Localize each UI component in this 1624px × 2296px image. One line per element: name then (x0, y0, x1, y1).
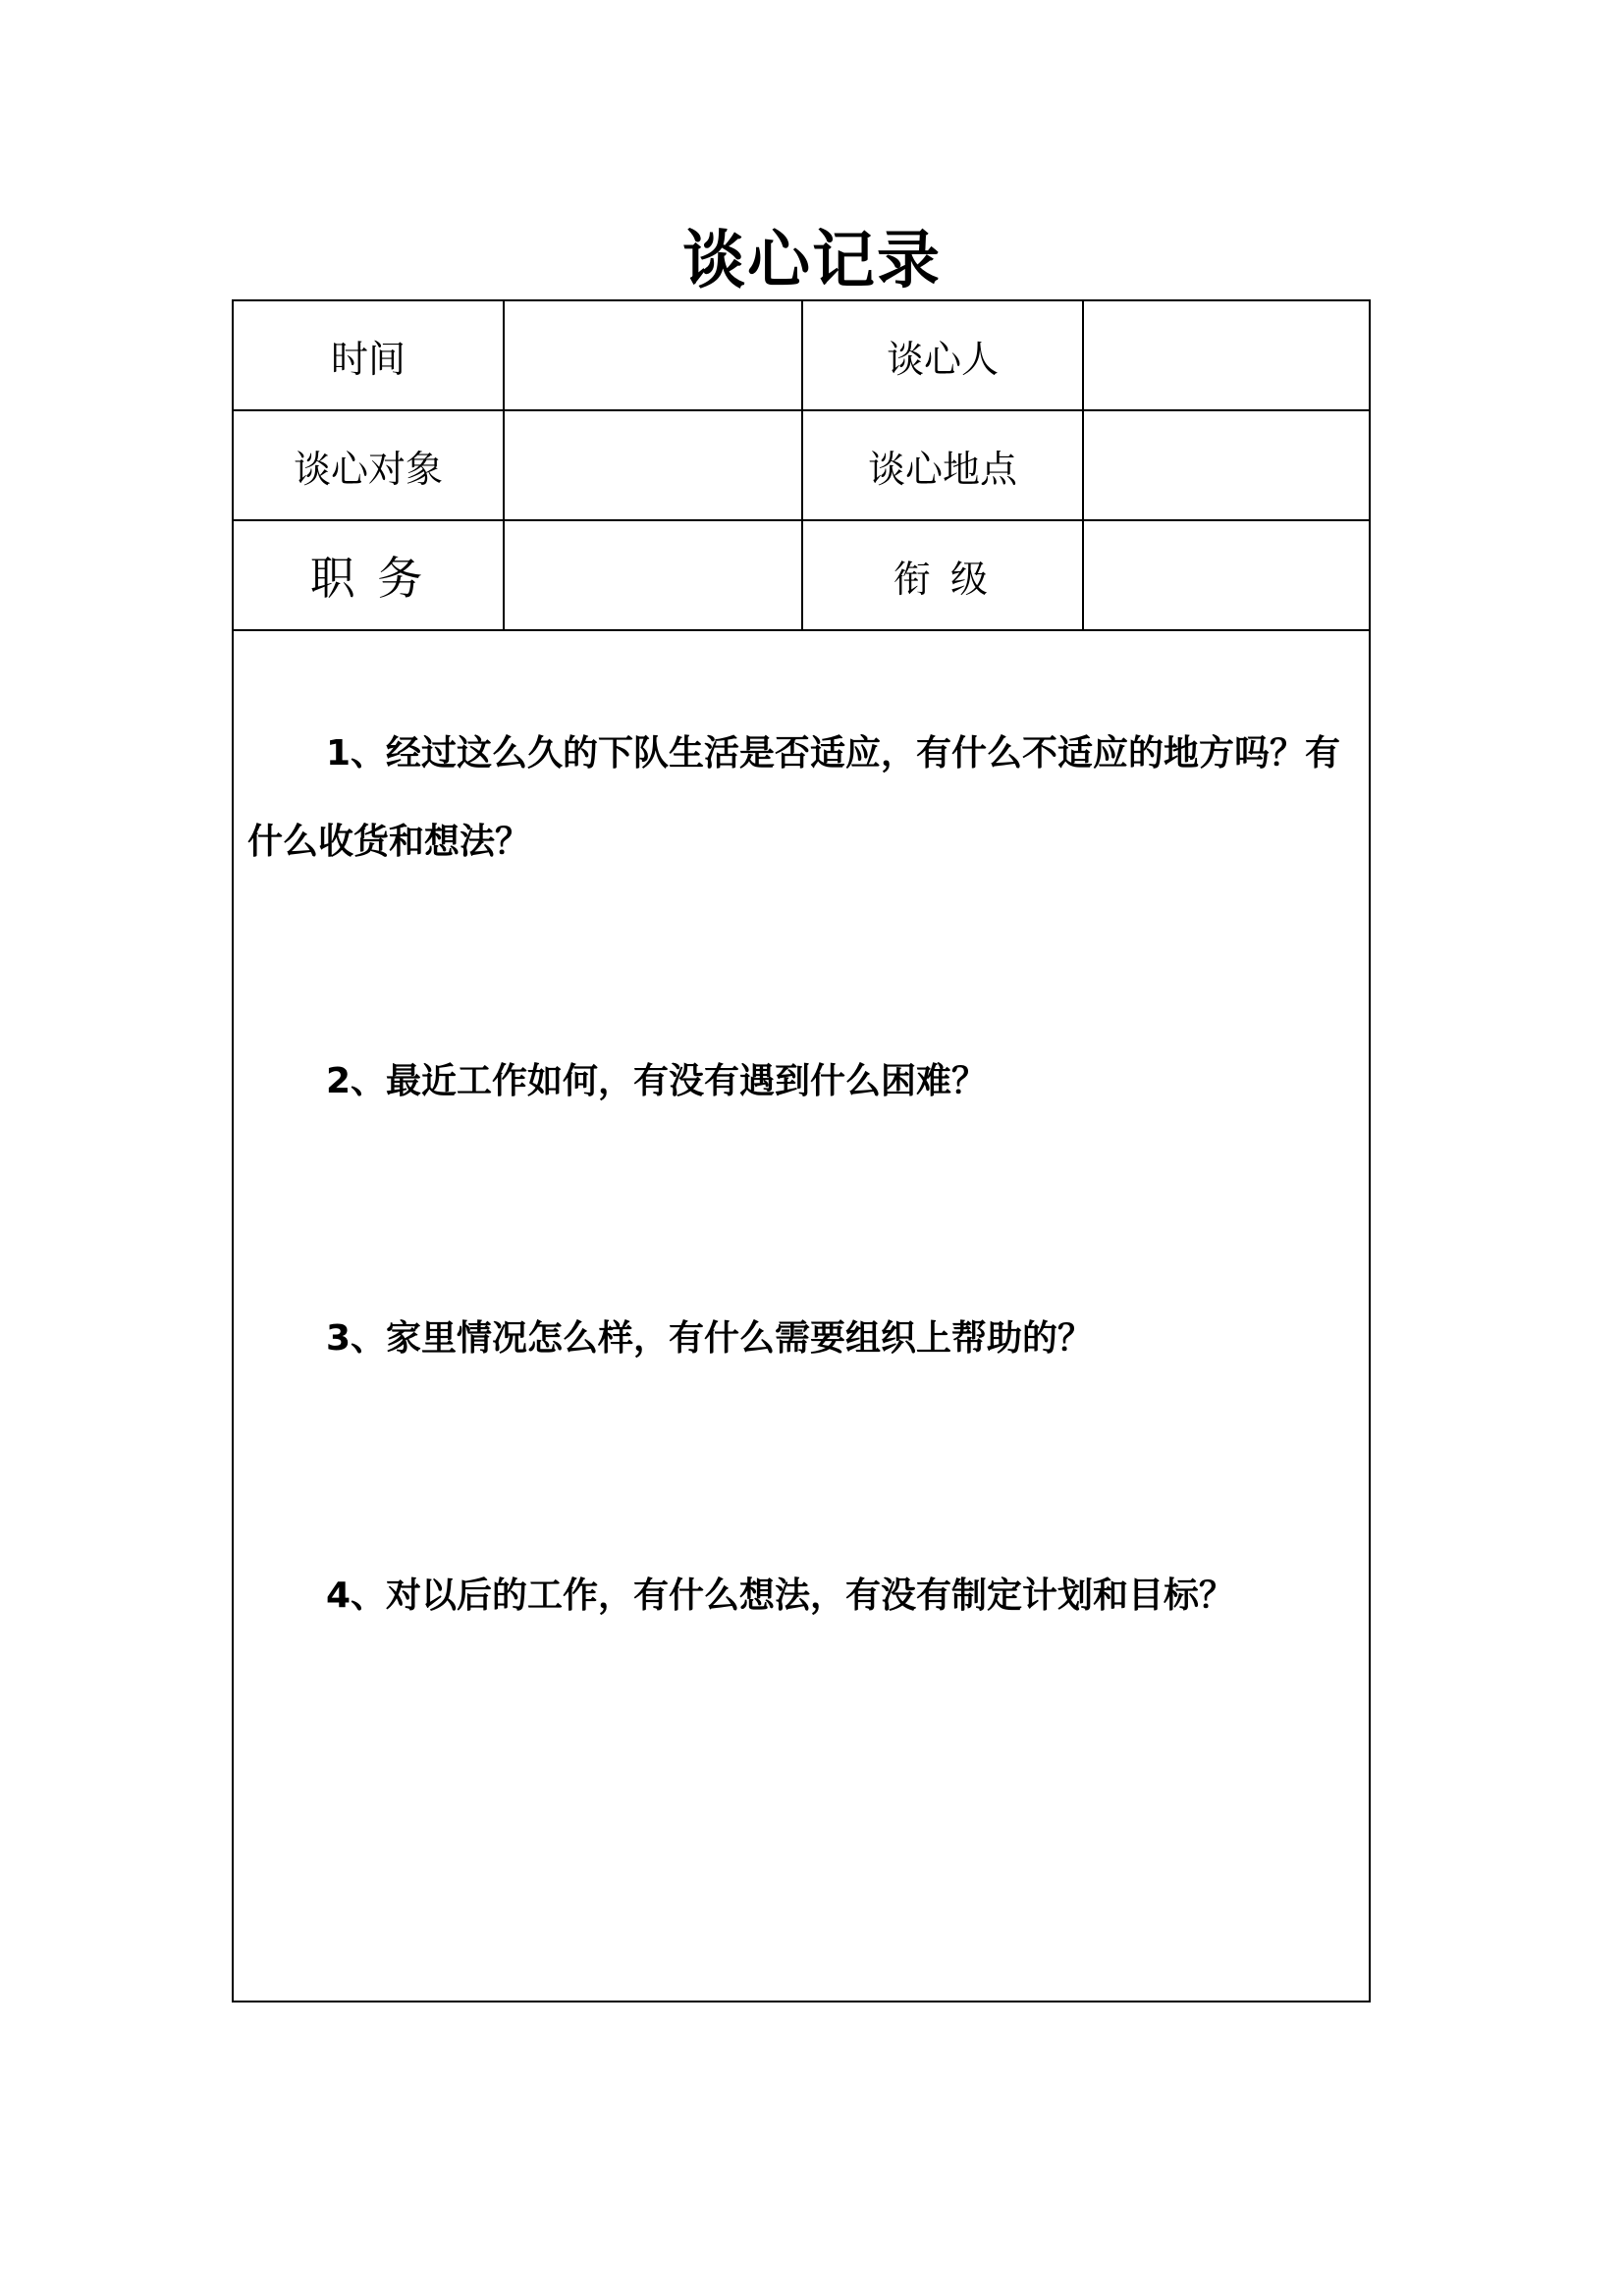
table-row (234, 301, 1369, 411)
talker-field[interactable] (1084, 301, 1369, 409)
table-row (234, 521, 1369, 631)
question-1: 1、经过这么久的下队生活是否适应，有什么不适应的地方吗？有什么收货和想法？ (247, 733, 1341, 862)
talker-label: 谈心人 (803, 301, 1084, 409)
page-title: 谈心记录 (682, 225, 942, 297)
question-3: 3、家里情况怎么样，有什么需要组织上帮助的？ (326, 1318, 1094, 1359)
rank-field[interactable] (1084, 521, 1369, 629)
question-4: 4、对以后的工作，有什么想法，有没有制定计划和目标？ (326, 1575, 1235, 1616)
talk-subject-label: 谈心对象 (234, 411, 505, 519)
position-label: 职 务 (234, 521, 505, 629)
question-2: 2、最近工作如何，有没有遇到什么困难？ (326, 1061, 988, 1101)
time-label: 时间 (234, 301, 505, 409)
talk-location-label: 谈心地点 (803, 411, 1084, 519)
table-row (234, 411, 1369, 521)
talk-record-form (232, 299, 1371, 2002)
record-body[interactable] (234, 631, 1369, 2001)
talk-location-field[interactable] (1084, 411, 1369, 519)
talk-subject-field[interactable] (505, 411, 803, 519)
time-field[interactable] (505, 301, 803, 409)
position-field[interactable] (505, 521, 803, 629)
rank-label: 衔 级 (803, 521, 1084, 629)
